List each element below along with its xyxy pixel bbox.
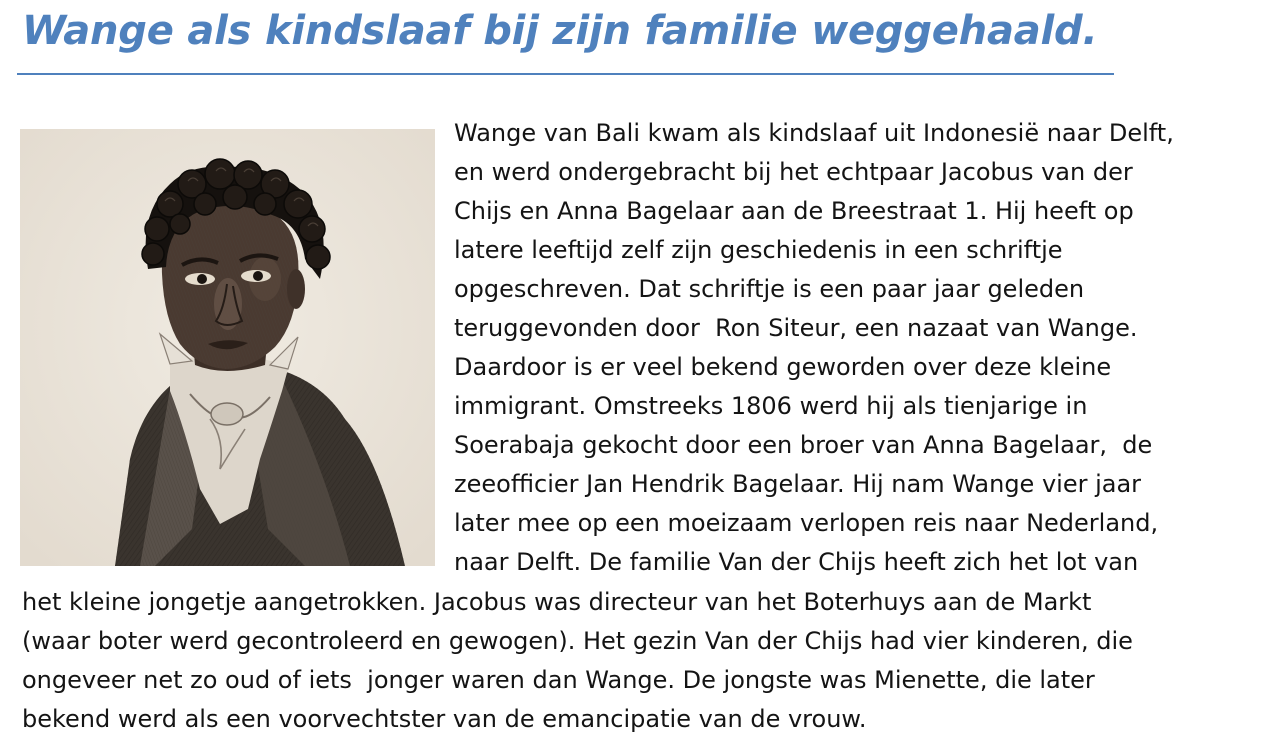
paragraph-line: teruggevonden door Ron Siteur, een nazaat van Wange. bbox=[454, 314, 1138, 342]
paragraph-line: Wange van Bali kwam als kindslaaf uit Indonesië naar Delft, bbox=[454, 119, 1174, 147]
page-title: Wange als kindslaaf bij zijn familie weggehaald. bbox=[22, 8, 1098, 54]
paragraph-line: het kleine jongetje aangetrokken. Jacobus was directeur van het Boterhuys aan de Markt bbox=[22, 588, 1092, 616]
paragraph-line: naar Delft. De familie Van der Chijs heeft zich het lot van bbox=[454, 548, 1139, 576]
portrait-engraving-icon bbox=[20, 129, 435, 566]
portrait-image bbox=[20, 129, 435, 566]
paragraph-line: en werd ondergebracht bij het echtpaar Jacobus van der bbox=[454, 158, 1133, 186]
paragraph-line: ongeveer net zo oud of iets jonger waren dan Wange. De jongste was Mienette, die later bbox=[22, 666, 1095, 694]
paragraph-line: Daardoor is er veel bekend geworden over deze kleine bbox=[454, 353, 1112, 381]
title-underline bbox=[17, 73, 1114, 75]
paragraph-line: bekend werd als een voorvechtster van de emancipatie van de vrouw. bbox=[22, 705, 867, 733]
paragraph-line: Chijs en Anna Bagelaar aan de Breestraat 1. Hij heeft op bbox=[454, 197, 1134, 225]
paragraph-line: later mee op een moeizaam verlopen reis naar Nederland, bbox=[454, 509, 1159, 537]
paragraph-line: (waar boter werd gecontroleerd en gewogen). Het gezin Van der Chijs had vier kinderen, die bbox=[22, 627, 1133, 655]
paragraph-line: Soerabaja gekocht door een broer van Anna Bagelaar, de bbox=[454, 431, 1153, 459]
paragraph-line: zeeofficier Jan Hendrik Bagelaar. Hij nam Wange vier jaar bbox=[454, 470, 1142, 498]
paragraph-line: immigrant. Omstreeks 1806 werd hij als tienjarige in bbox=[454, 392, 1088, 420]
paragraph-line: latere leeftijd zelf zijn geschiedenis in een schriftje bbox=[454, 236, 1063, 264]
paragraph-line: opgeschreven. Dat schriftje is een paar jaar geleden bbox=[454, 275, 1085, 303]
